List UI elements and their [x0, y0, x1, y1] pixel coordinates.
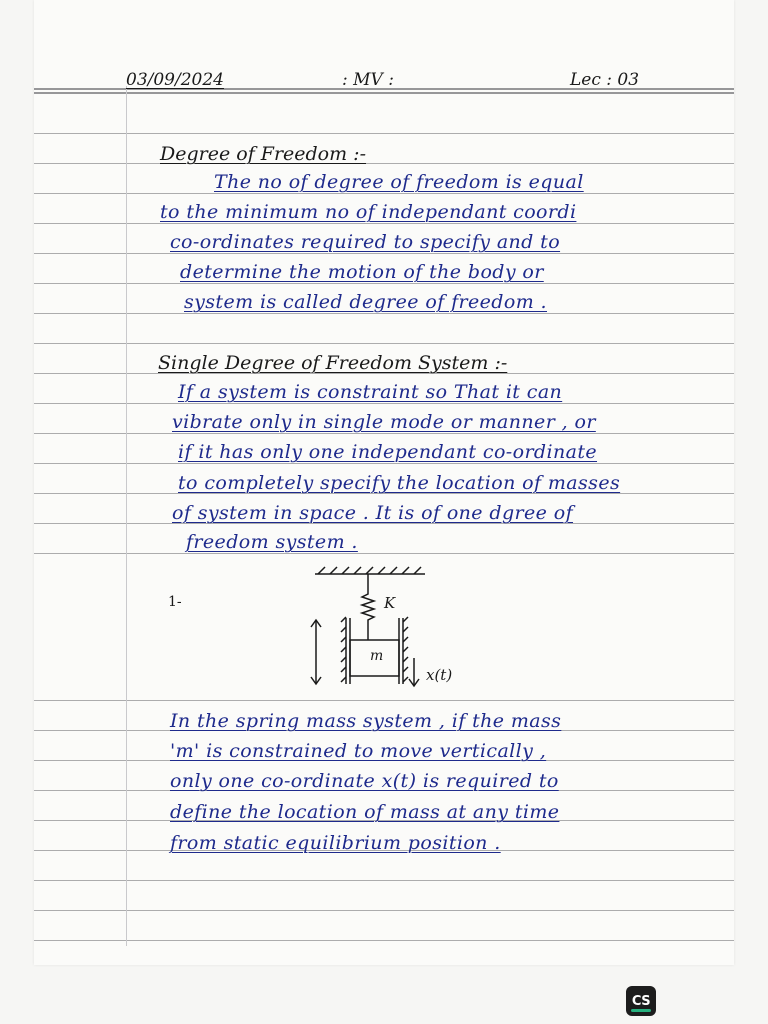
- ruled-line: [34, 193, 734, 194]
- section3-line-2: 'm' is constrained to move vertically ,: [170, 740, 547, 762]
- mass-label: m: [370, 648, 384, 664]
- section1-line-5: system is called degree of freedom .: [184, 291, 547, 313]
- coordinate-arrow: [409, 658, 419, 686]
- section3-line-5: from static equilibrium position .: [170, 832, 501, 854]
- diagram-number: 1-: [168, 594, 182, 610]
- section3-line-3: only one co-ordinate x(t) is required to: [170, 770, 559, 792]
- camscanner-logo-icon: [626, 986, 656, 1016]
- section3-line-1: In the spring mass system , if the mass: [170, 710, 562, 732]
- ruled-line: [34, 553, 734, 554]
- ruled-line: [34, 223, 734, 224]
- badge-text: CS: [631, 993, 651, 1009]
- section-heading-dof: Degree of Freedom :-: [160, 143, 366, 165]
- section2-line-5: of system in space . It is of one dgree of: [172, 502, 574, 524]
- ruled-line: [34, 463, 734, 464]
- ruled-line: [34, 133, 734, 134]
- section2-line-6: freedom system .: [186, 531, 358, 553]
- section1-line-3: co-ordinates required to specify and to: [170, 231, 561, 253]
- section-heading-sdof: Single Degree of Freedom System :-: [158, 352, 508, 374]
- ruled-line: [34, 253, 734, 254]
- section1-line-4: determine the motion of the body or: [180, 261, 544, 283]
- date-text: 03/09/2024: [126, 70, 224, 90]
- ruled-line: [34, 910, 734, 911]
- ruled-line: [34, 92, 734, 94]
- section2-line-1: If a system is constraint so That it can: [178, 381, 563, 403]
- spring-constant-label: K: [384, 594, 396, 612]
- section2-line-3: if it has only one independant co-ordinate: [178, 441, 598, 463]
- ruled-line: [34, 283, 734, 284]
- ruled-line: [34, 880, 734, 881]
- ceiling-support: [315, 567, 425, 574]
- coordinate-label: x(t): [426, 666, 453, 684]
- margin-line: [126, 86, 127, 946]
- ruled-line: [34, 403, 734, 404]
- vertical-motion-arrow: [311, 620, 321, 684]
- spring: [362, 574, 374, 640]
- section1-line-1: The no of degree of freedom is equal: [214, 171, 584, 193]
- lecture-text: Lec : 03: [570, 70, 640, 90]
- section2-line-2: vibrate only in single mode or manner , or: [172, 411, 596, 433]
- ruled-line: [34, 343, 734, 344]
- section2-line-4: to completely specify the location of masses: [178, 472, 621, 494]
- ruled-line: [34, 940, 734, 941]
- subject-text: : MV :: [342, 70, 394, 90]
- section1-line-2: to the minimum no of independant coordi: [160, 201, 577, 223]
- ruled-line: [34, 313, 734, 314]
- section3-line-4: define the location of mass at any time: [170, 801, 560, 823]
- ruled-line: [34, 163, 734, 164]
- ruled-line: [34, 433, 734, 434]
